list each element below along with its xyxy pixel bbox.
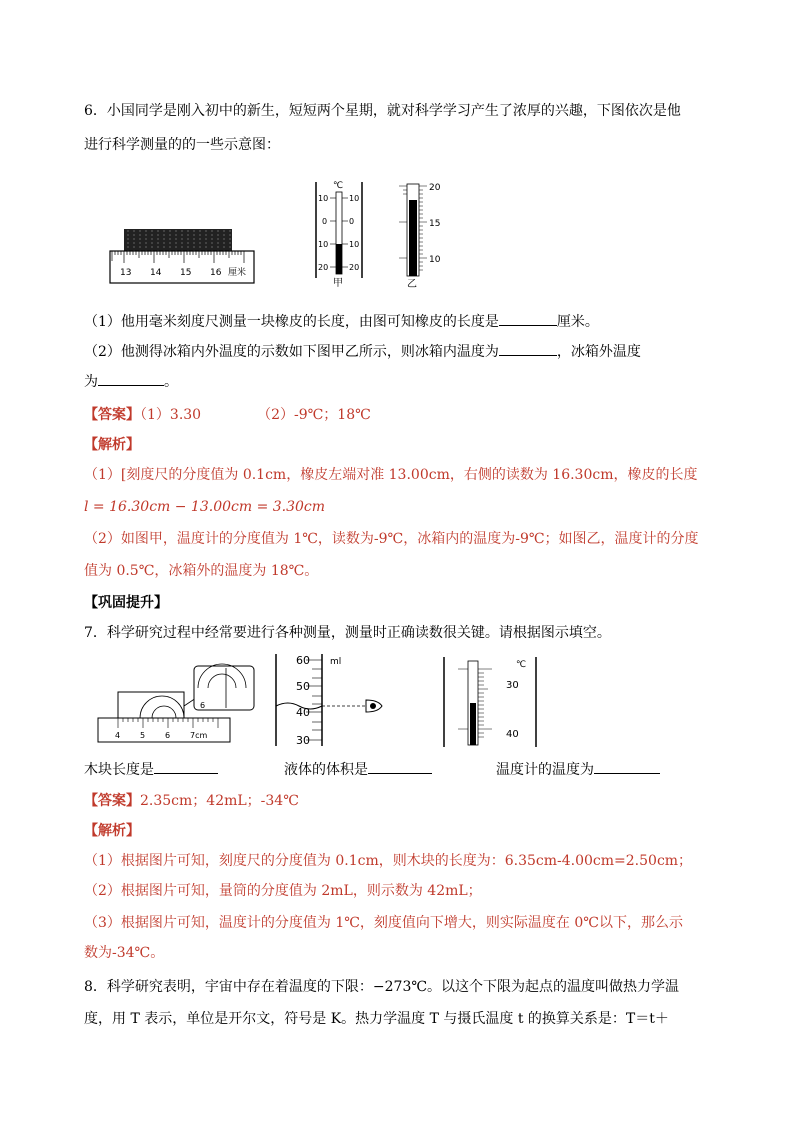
q7-blank-a[interactable] [154,759,218,774]
q7-blank-c[interactable] [594,759,660,774]
eye-icon [370,703,376,709]
q6-answer [84,405,371,425]
q7-exp3a: （3）根据图片可知，温度计的分度值为 1℃，刻度值向下增大，则实际温度在 0℃以下，那么示 [84,915,683,931]
thermo-jia-label: 0 [349,217,355,226]
q6-exp1: （1）[刻度尺的分度值为 0.1cm，橡皮左端对准 13.00cm，右侧的读数为 16.30cm，橡皮的长度 [84,467,698,483]
q6-stem-line1: 6．小国同学是刚入初中的新生，短短两个星期，就对科学学习产生了浓厚的兴趣，下图依次是他 [84,103,681,119]
q7-exp1: （1）根据图片可知，刻度尺的分度值为 0.1cm，则木块的长度为：6.35cm-4.00cm=2.50cm； [84,853,693,869]
thermo-jia-label: 10 [318,194,329,203]
thermo-jia-label: 0 [322,217,328,226]
q6-blank-1[interactable] [499,311,557,326]
q7-cylinder-figure [270,650,390,750]
answer-tag: 【答案】 [84,793,140,809]
thermo-yi-liquid [409,200,417,276]
ruler-tick-label: 16 [210,268,222,278]
q7-answer [84,791,299,811]
q6-sub2-text: （2）他测得冰箱内外温度的示数如下图甲乙所示，则冰箱内温度为 [84,344,499,360]
thermo-yi-label: 20 [429,183,441,193]
cylinder-label: 60 [296,654,310,667]
answer-tag: 【答案】 [84,407,140,423]
q7-ruler-label: 6 [165,731,171,740]
q7-ruler-label: 5 [140,731,146,740]
q6-sub2b [84,371,178,392]
q7-fill-a [84,759,218,780]
q8-line1: 8．科学研究表明，宇宙中存在着温度的下限：−273℃。以这个下限为起点的温度叫做热力学温 [84,979,680,995]
thermo-jia-label: 10 [318,240,329,249]
thermo-jia-label: 20 [318,263,329,272]
q6-blank-3[interactable] [98,371,164,386]
ruler-tick-label: 15 [180,268,192,278]
thermo-yi-label: 10 [429,255,441,265]
q7-ruler-figure [96,656,256,748]
q7-thermo-label: 30 [506,680,519,691]
q6-analysis-tag: 【解析】 [84,437,140,453]
ruler-unit-label: 厘米 [228,268,247,278]
q6-sub1-unit: 厘米。 [556,314,599,330]
q7-thermo-unit: ℃ [516,660,527,670]
q6-sub2 [84,341,641,362]
q6-sub1-text: （1）他用毫米刻度尺测量一块橡皮的长度，由图可知橡皮的长度是 [84,314,499,330]
cylinder-label: 30 [296,734,310,747]
zoom-label: 6 [200,701,206,710]
thermo-jia-unit: ℃ [333,181,344,191]
q7-ruler-label: 4 [115,731,121,740]
q6-sub1 [84,311,599,332]
q6-exp1-math: l = 16.30cm − 13.00cm = 3.30cm [84,499,326,515]
thermo-jia-label: 20 [349,263,360,272]
section-heading: 【巩固提升】 [84,595,168,611]
q7-fill-c [496,759,660,780]
cylinder-unit: ml [330,657,342,667]
q6-blank-2[interactable] [499,341,557,356]
cylinder-label: 40 [296,706,310,719]
q6-stem-line2: 进行科学测量的的一些示意图： [84,137,280,153]
cylinder-label: 50 [296,680,310,693]
q7-label-b: 液体的体积是 [284,762,368,778]
q6-thermometer-jia [312,178,366,288]
ruler-tick-label: 13 [120,268,132,278]
q7-label-a: 木块长度是 [84,762,154,778]
q6-sub2-tail: ，冰箱外温度 [556,344,641,360]
q6-answer-1: （1）3.30 [140,407,202,423]
q7-ruler-label: 7cm [190,731,208,740]
thermo-jia-liquid [336,244,342,274]
q6-sub2b-head: 为 [84,374,98,390]
thermo-jia-label: 10 [349,240,360,249]
q8-line2: 度，用 T 表示，单位是开尔文，符号是 K。热力学温度 T 与摄氏温度 t 的换算关系是：T＝t＋ [84,1011,669,1027]
thermo-jia-name: 甲 [333,278,343,288]
q7-stem: 7．科学研究过程中经常要进行各种测量，测量时正确读数很关键。请根据图示填空。 [84,625,611,641]
q7-analysis-tag: 【解析】 [84,823,140,839]
q6-exp2b: 值为 0.5℃，冰箱外的温度为 18℃。 [84,563,319,579]
q7-answer-text: 2.35cm；42mL；-34℃ [140,793,299,809]
q6-sub2b-tail: 。 [164,374,178,390]
q7-exp3b: 数为-34℃。 [84,945,165,961]
q7-exp2: （2）根据图片可知，量筒的分度值为 2mL，则示数为 42mL； [84,883,482,899]
ruler-eraser-diagram [108,225,258,285]
q7-thermometer-figure [440,655,540,750]
q7-thermo-liquid [470,703,476,745]
thermo-yi-label: 15 [429,219,441,229]
q7-blank-b[interactable] [368,759,432,774]
q6-thermometer-yi [395,180,455,290]
q6-exp2a: （2）如图甲，温度计的分度值为 1℃，读数为-9℃，冰箱内的温度为-9℃；如图乙，温度计的分度 [84,531,699,547]
ruler-body [110,251,254,283]
ruler-tick-label: 14 [150,268,162,278]
q7-label-c: 温度计的温度为 [496,762,594,778]
q6-answer-2: （2）-9℃；18℃ [257,407,371,423]
thermo-yi-name: 乙 [407,279,417,290]
thermo-jia-label: 10 [349,194,360,203]
q7-fill-b [284,759,432,780]
q7-thermo-label: 40 [506,729,519,740]
q6-ruler-figure [108,225,258,285]
